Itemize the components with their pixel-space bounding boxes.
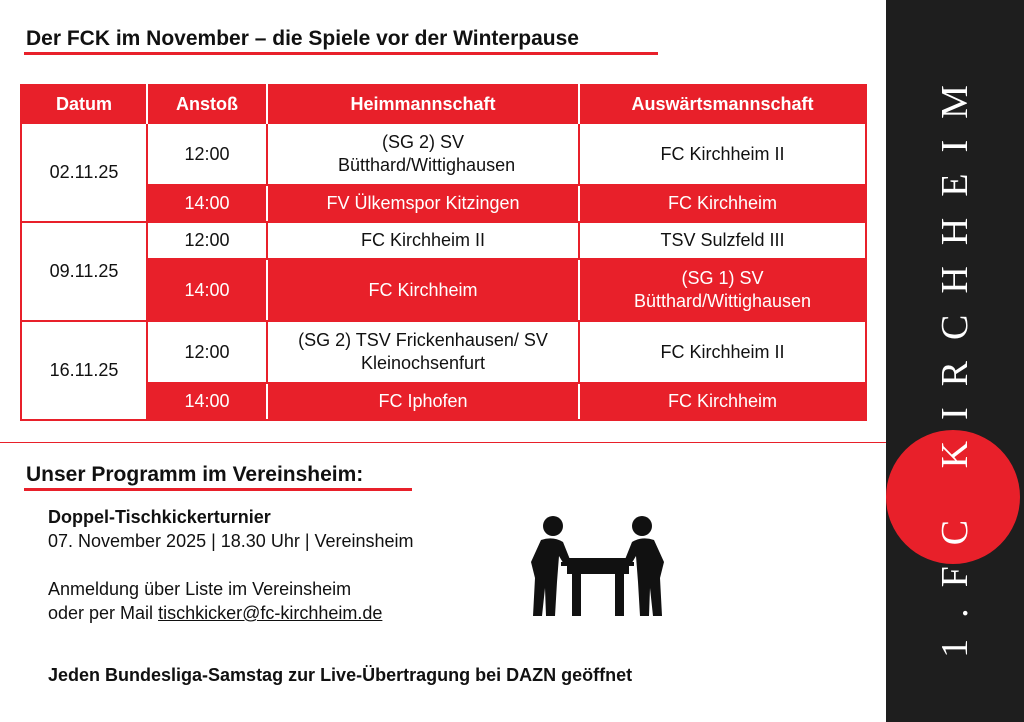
away-team: FC Kirchheim II bbox=[579, 321, 866, 383]
home-team: FC Kirchheim II bbox=[267, 222, 579, 259]
home-team: FC Kirchheim bbox=[267, 259, 579, 321]
registration-line-2 bbox=[48, 601, 382, 625]
column-header-kickoff: Anstoß bbox=[147, 85, 267, 123]
event-details: 07. November 2025 | 18.30 Uhr | Vereinsheim bbox=[48, 531, 414, 551]
program-title-underline bbox=[24, 488, 412, 491]
schedule-table bbox=[20, 84, 867, 421]
away-team: FC Kirchheim II bbox=[579, 123, 866, 185]
club-sidebar bbox=[886, 0, 1024, 722]
table-row bbox=[21, 123, 866, 185]
column-header-away: Auswärtsmannschaft bbox=[579, 85, 866, 123]
registration-line-1: Anmeldung über Liste im Vereinsheim bbox=[48, 579, 352, 599]
home-team: FC Iphofen bbox=[267, 383, 579, 420]
table-row bbox=[21, 321, 866, 383]
home-team: FV Ülkemspor Kitzingen bbox=[267, 185, 579, 222]
kickoff-time: 14:00 bbox=[147, 383, 267, 420]
registration-line-2-prefix: oder per Mail bbox=[48, 603, 159, 623]
home-team: (SG 2) TSV Frickenhausen/ SV Kleinochsenfurt bbox=[267, 321, 579, 383]
club-name-text: 1.FC KIRCHHEIM bbox=[934, 64, 976, 658]
kickoff-time: 14:00 bbox=[147, 185, 267, 222]
table-football-players-icon bbox=[525, 512, 670, 618]
column-header-home: Heimmannschaft bbox=[267, 85, 579, 123]
match-date: 09.11.25 bbox=[21, 222, 147, 321]
table-row bbox=[21, 185, 866, 222]
away-team: FC Kirchheim bbox=[579, 383, 866, 420]
section-divider bbox=[0, 442, 886, 443]
column-header-date: Datum bbox=[21, 85, 147, 123]
table-row bbox=[21, 222, 866, 259]
away-team: TSV Sulzfeld III bbox=[579, 222, 866, 259]
kickoff-time: 12:00 bbox=[147, 123, 267, 185]
away-team: FC Kirchheim bbox=[579, 185, 866, 222]
schedule-title-underline bbox=[24, 52, 658, 55]
match-date: 16.11.25 bbox=[21, 321, 147, 420]
away-team: (SG 1) SV Bütthard/Wittighausen bbox=[579, 259, 866, 321]
registration-email-link[interactable]: tischkicker@fc-kirchheim.de bbox=[158, 603, 383, 623]
event-info bbox=[48, 505, 414, 553]
kickoff-time: 12:00 bbox=[147, 321, 267, 383]
table-row bbox=[21, 383, 866, 420]
program-title: Unser Programm im Vereinsheim: bbox=[26, 463, 364, 486]
match-date: 02.11.25 bbox=[21, 123, 147, 222]
schedule-title: Der FCK im November – die Spiele vor der Winterpause bbox=[26, 27, 579, 50]
event-name: Doppel-Tischkickerturnier bbox=[48, 507, 271, 527]
registration-info bbox=[48, 577, 382, 625]
kickoff-time: 14:00 bbox=[147, 259, 267, 321]
kickoff-time: 12:00 bbox=[147, 222, 267, 259]
home-team: (SG 2) SV Bütthard/Wittighausen bbox=[267, 123, 579, 185]
table-row bbox=[21, 259, 866, 321]
table-header-row bbox=[21, 85, 866, 123]
bundesliga-note: Jeden Bundesliga-Samstag zur Live-Übertragung bei DAZN geöffnet bbox=[48, 665, 633, 685]
